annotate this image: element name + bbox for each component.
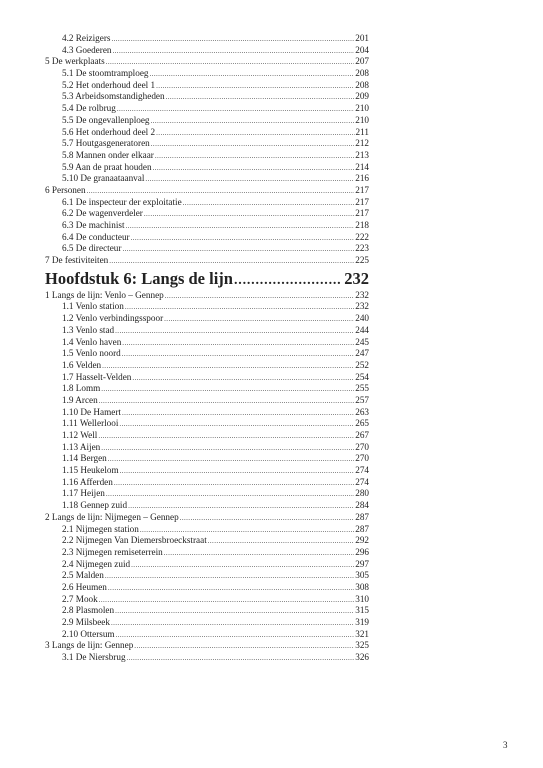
toc-entry (45, 430, 369, 442)
toc-entry-page: 217 (355, 208, 369, 219)
dot-leader (99, 595, 354, 607)
toc-entry-title: 4.2 Reizigers (62, 33, 111, 43)
toc-entry (45, 524, 369, 536)
dot-leader (234, 270, 341, 292)
toc-entry (45, 80, 369, 92)
toc-entry (45, 115, 369, 127)
toc-entry-page: 257 (355, 394, 369, 405)
toc-entry (45, 465, 369, 477)
toc-entry-page: 201 (355, 33, 369, 43)
toc-entry (45, 582, 369, 594)
toc-entry (45, 652, 369, 664)
toc-entry-title: 6.1 De inspecteur der exploitatie (62, 196, 182, 207)
toc-entry-page: 319 (355, 617, 369, 627)
toc-entry (45, 372, 369, 384)
toc-entry (45, 162, 369, 174)
toc-entry-page: 214 (355, 161, 369, 172)
toc-entry-page: 209 (355, 91, 369, 102)
toc-entry (45, 103, 369, 115)
toc-entry-page: 232 (355, 301, 369, 312)
dot-leader (156, 81, 354, 93)
dot-leader (117, 104, 354, 116)
toc-entry-title: 1.3 Venlo stad (62, 324, 115, 335)
toc-entry (45, 594, 369, 606)
dot-leader (102, 361, 354, 373)
toc-entry-page: 326 (355, 652, 369, 663)
toc-entry-page: 232 (344, 268, 369, 288)
toc-entry (45, 56, 369, 68)
toc-entry-page: 305 (355, 570, 369, 581)
toc-entry (45, 150, 369, 162)
toc-entry-page: 245 (355, 336, 369, 347)
dot-leader (115, 326, 354, 338)
toc-entry (45, 547, 369, 559)
toc-entry-page: 297 (355, 558, 369, 569)
toc-entry-page: 274 (355, 476, 369, 487)
dot-leader (151, 139, 354, 151)
toc-entry (45, 605, 369, 617)
toc-entry-page: 321 (355, 628, 369, 639)
toc-entry-title: 1.8 Lomm (62, 383, 101, 394)
dot-leader (183, 198, 355, 210)
toc-entry-title: 5.6 Het onderhoud deel 2 (62, 126, 156, 137)
dot-leader (132, 373, 354, 385)
toc-chapter-heading (45, 268, 369, 290)
table-of-contents (45, 33, 369, 664)
toc-entry-title: 2.5 Malden (62, 570, 104, 581)
toc-entry-title: 2.10 Ottersum (62, 628, 115, 639)
toc-entry (45, 488, 369, 500)
toc-entry-page: 211 (355, 126, 369, 137)
toc-entry-title: 5.1 De stoomtramploeg (62, 68, 149, 79)
toc-entry-page: 265 (355, 418, 369, 429)
toc-entry (45, 407, 369, 419)
toc-entry (45, 185, 369, 197)
toc-entry (45, 348, 369, 360)
toc-entry (45, 535, 369, 547)
dot-leader (111, 34, 354, 46)
toc-entry-page: 270 (355, 453, 369, 464)
toc-entry (45, 301, 369, 313)
toc-entry-page: 267 (355, 430, 369, 440)
toc-entry-title: 1.5 Venlo noord (62, 348, 121, 359)
toc-entry-page: 284 (355, 500, 369, 511)
toc-entry-title: 5.9 Aan de praat houden (62, 161, 152, 172)
toc-entry (45, 395, 369, 407)
toc-entry-title: 3 Langs de lijn: Gennep (45, 640, 134, 651)
toc-entry-page: 222 (355, 231, 369, 242)
toc-entry-title: 6.2 De wagenverdeler (62, 208, 143, 219)
toc-entry-title: 1.1 Venlo station (62, 301, 124, 312)
toc-entry-title: 5.7 Houtgasgeneratoren (62, 138, 150, 149)
toc-entry (45, 33, 369, 45)
dot-leader (98, 431, 354, 443)
toc-entry (45, 617, 369, 629)
toc-entry (45, 68, 369, 80)
toc-entry-page: 254 (355, 371, 369, 382)
toc-entry (45, 138, 369, 150)
toc-entry-page: 263 (355, 406, 369, 417)
toc-entry (45, 477, 369, 489)
toc-entry-title: 2.9 Milsbeek (62, 617, 110, 627)
toc-entry-title: 5.8 Mannen onder elkaar (62, 149, 154, 160)
toc-entry (45, 208, 369, 220)
dot-leader (134, 641, 354, 653)
toc-entry (45, 337, 369, 349)
dot-leader (131, 560, 354, 572)
dot-leader (127, 653, 355, 665)
toc-entry (45, 232, 369, 244)
toc-entry-title: 6.3 De machinist (62, 220, 125, 230)
toc-entry-title: 2.7 Mook (62, 593, 98, 604)
toc-entry-page: 274 (355, 465, 369, 476)
dot-leader (122, 408, 354, 420)
dot-leader (144, 209, 354, 221)
toc-entry-page: 296 (355, 546, 369, 557)
toc-entry-page: 270 (355, 441, 369, 452)
toc-entry-page: 287 (355, 523, 369, 534)
dot-leader (150, 69, 355, 81)
dot-leader (109, 256, 354, 268)
toc-entry (45, 325, 369, 337)
dot-leader (145, 174, 354, 186)
toc-entry-page: 247 (355, 348, 369, 359)
toc-entry (45, 290, 369, 302)
toc-entry-page: 207 (355, 56, 369, 67)
toc-entry-title: 2.4 Nijmegen zuid (62, 558, 131, 569)
toc-entry-page: 217 (355, 184, 369, 195)
dot-leader (122, 244, 354, 256)
toc-entry-page: 210 (355, 114, 369, 125)
dot-leader (114, 478, 354, 490)
toc-entry-title: 1.9 Arcen (62, 394, 98, 405)
toc-entry (45, 127, 369, 139)
toc-entry-title: 2.8 Plasmolen (62, 605, 115, 616)
toc-entry (45, 383, 369, 395)
toc-entry-title: 5.4 De rolbrug (62, 103, 116, 114)
toc-entry (45, 500, 369, 512)
page-number: 3 (503, 740, 508, 750)
dot-leader (115, 606, 354, 618)
toc-entry (45, 255, 369, 267)
dot-leader (156, 128, 354, 140)
dot-leader (120, 466, 355, 478)
toc-entry (45, 629, 369, 641)
toc-entry-page: 240 (355, 313, 369, 324)
dot-leader (122, 349, 354, 361)
dot-leader (108, 583, 354, 595)
toc-entry-title: 1.7 Hasselt-Velden (62, 371, 132, 382)
toc-entry-title: 3.1 De Niersbrug (62, 652, 126, 663)
dot-leader (111, 618, 354, 630)
dot-leader (105, 571, 354, 583)
toc-entry-page: 208 (355, 68, 369, 79)
dot-leader (155, 151, 354, 163)
dot-leader (131, 233, 355, 245)
toc-entry (45, 640, 369, 652)
toc-entry (45, 197, 369, 209)
toc-entry (45, 360, 369, 372)
toc-entry-page: 218 (355, 220, 369, 230)
toc-entry (45, 442, 369, 454)
toc-entry-page: 225 (355, 255, 369, 266)
toc-entry-title: 5.3 Arbeidsomstandigheden (62, 91, 165, 102)
toc-entry (45, 570, 369, 582)
toc-entry (45, 91, 369, 103)
dot-leader (116, 630, 355, 642)
toc-entry (45, 512, 369, 524)
toc-entry-page: 204 (355, 44, 369, 55)
dot-leader (164, 548, 354, 560)
toc-entry (45, 453, 369, 465)
toc-entry-title: 1.14 Bergen (62, 453, 107, 464)
dot-leader (122, 338, 354, 350)
toc-entry-title: 1.17 Heijen (62, 488, 105, 499)
toc-entry (45, 559, 369, 571)
toc-entry-page: 292 (355, 535, 369, 546)
toc-entry-title: 6 Personen (45, 184, 86, 195)
toc-entry-page: 208 (355, 79, 369, 90)
toc-entry-title: 2.1 Nijmegen station (62, 523, 139, 534)
toc-entry-title: 1.10 De Hamert (62, 406, 121, 417)
toc-entry-title: 1.13 Aijen (62, 441, 101, 452)
toc-entry (45, 313, 369, 325)
dot-leader (106, 489, 354, 501)
toc-entry-title: 2.3 Nijmegen remiseterrein (62, 546, 163, 557)
toc-entry-page: 232 (355, 289, 369, 300)
toc-entry-page: 212 (355, 138, 369, 149)
toc-entry-title: 5 De werkplaats (45, 56, 105, 67)
dot-leader (151, 116, 355, 128)
dot-leader (166, 92, 355, 104)
dot-leader (153, 163, 355, 175)
dot-leader (126, 221, 355, 233)
toc-entry-page: 287 (355, 511, 369, 522)
toc-entry (45, 418, 369, 430)
toc-entry-title: 1.6 Velden (62, 359, 102, 370)
toc-entry (45, 45, 369, 57)
toc-entry-page: 217 (355, 196, 369, 207)
toc-entry-page: 255 (355, 383, 369, 394)
toc-entry-title: 1.12 Well (62, 430, 98, 440)
dot-leader (101, 443, 354, 455)
toc-entry-title: 1.16 Afferden (62, 476, 113, 487)
toc-entry-title: 5.2 Het onderhoud deel 1 (62, 79, 156, 90)
toc-entry-page: 252 (355, 359, 369, 370)
toc-entry-title: 1.18 Gennep zuid (62, 500, 128, 511)
toc-entry-page: 280 (355, 488, 369, 499)
toc-entry-page: 308 (355, 581, 369, 592)
toc-entry-title: 5.5 De ongevallenploeg (62, 114, 150, 125)
toc-entry-page: 210 (355, 103, 369, 114)
toc-entry-page: 213 (355, 149, 369, 160)
toc-entry-title: 6.4 De conducteur (62, 231, 130, 242)
dot-leader (180, 513, 355, 525)
toc-entry-title: 7 De festiviteiten (45, 255, 109, 266)
dot-leader (164, 314, 354, 326)
dot-leader (108, 454, 354, 466)
toc-entry-title: 6.5 De directeur (62, 243, 122, 254)
dot-leader (113, 46, 355, 58)
toc-entry-page: 310 (355, 593, 369, 604)
dot-leader (165, 291, 354, 303)
toc-entry-page: 315 (355, 605, 369, 616)
dot-leader (208, 536, 354, 548)
toc-entry-page: 325 (355, 640, 369, 651)
toc-entry-page: 216 (355, 173, 369, 184)
toc-entry-title: 1.4 Venlo haven (62, 336, 122, 347)
toc-entry (45, 243, 369, 255)
toc-entry-title: 1 Langs de lijn: Venlo – Gennep (45, 289, 164, 300)
toc-entry-page: 244 (355, 324, 369, 335)
toc-entry (45, 220, 369, 232)
toc-entry-title: 1.15 Heukelom (62, 465, 119, 476)
toc-entry-title: Hoofdstuk 6: Langs de lijn (45, 268, 233, 288)
toc-entry-title: 2 Langs de lijn: Nijmegen – Gennep (45, 511, 179, 522)
toc-entry-title: 1.2 Venlo verbindingsspoor (62, 313, 164, 324)
dot-leader (99, 396, 355, 408)
toc-entry (45, 173, 369, 185)
toc-entry-title: 2.6 Heumen (62, 581, 107, 592)
toc-entry-title: 1.11 Wellerlooi (62, 418, 119, 429)
toc-entry-title: 5.10 De granaataanval (62, 173, 145, 184)
dot-leader (119, 419, 354, 431)
toc-entry-title: 2.2 Nijmegen Van Diemersbroeckstraat (62, 535, 207, 546)
toc-entry-page: 223 (355, 243, 369, 254)
dot-leader (101, 384, 354, 396)
toc-entry-title: 4.3 Goederen (62, 44, 112, 55)
